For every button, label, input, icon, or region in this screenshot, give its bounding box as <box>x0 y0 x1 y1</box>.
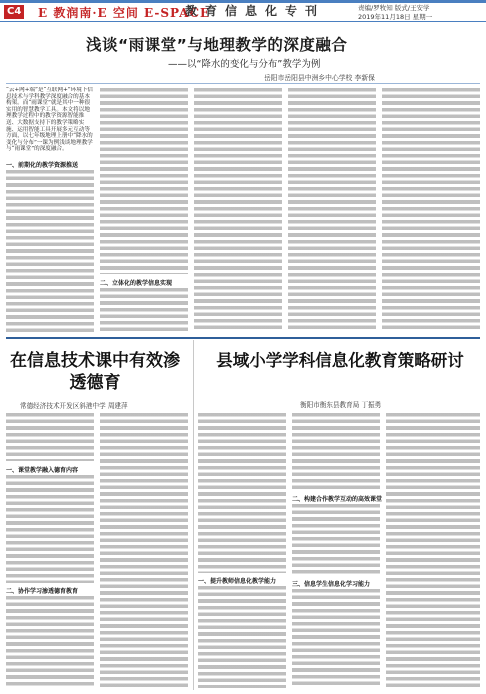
article3-col3-text <box>386 413 480 688</box>
article3-col2c-text <box>292 589 380 688</box>
article1-heading-2: 二、立体化的教学信息实现 <box>100 280 173 287</box>
article3-heading-1: 一、提升教师信息化教学能力 <box>198 578 277 585</box>
article1-rule <box>6 83 480 84</box>
column-divider <box>193 340 194 690</box>
article1-byline: 岳阳市岳阳县中洲乡中心学校 李新保 <box>264 74 375 82</box>
editor-line: 责编/罗牧知 版式/王安学 <box>358 4 430 12</box>
article2-col1b-text <box>6 475 94 583</box>
article3-col1b-text <box>198 586 286 688</box>
divider-1 <box>6 337 480 339</box>
article3-heading-3: 三、信息学生信息化学习能力 <box>292 581 371 588</box>
masthead-bottom-rule <box>0 21 486 22</box>
paper-name: 教育信息化专刊 <box>185 4 326 18</box>
article1-col2b-text <box>100 288 188 332</box>
masthead <box>0 0 486 22</box>
article1-col5-text <box>382 88 480 332</box>
article1-title: 浅谈“雨课堂”与地理教学的深度融合 <box>86 36 348 54</box>
article1-col2-text <box>100 88 188 274</box>
page-number-tag: C4 <box>4 5 24 19</box>
article2-col1-text <box>6 413 94 461</box>
article3-col1-text <box>198 413 286 573</box>
article1-subtitle: ——以“降水的变化与分布”教学为例 <box>168 59 321 70</box>
article1-lead: “云+网+端”是“互联网+”环境下信息技术与学科教学深度融合的基本构架。而“雨课堂”就是其中一种很实用的智慧教学工具。本文将以地理教学过程中的教学资源智能推送、大数据支持下的教学策略实施、运用智能工具开展多元互动等方面，以七年级地理上册中“降水的变化与分布”一课为例浅谈地理教学与“雨课堂”的深度融合。 <box>6 87 94 153</box>
article2-byline: 常德经济技术开发区斜港中学 周建萍 <box>20 402 128 410</box>
article2-title: 在信息技术课中有效渗透德育 <box>10 351 180 393</box>
section-title: E 教润南·E 空间 E-SPACE <box>38 6 211 20</box>
article1-col4-text <box>288 88 376 332</box>
article1-col3-text <box>194 88 282 332</box>
article2-col2-text <box>100 413 188 688</box>
article1-heading-1: 一、前期化的教学资源推送 <box>6 162 79 169</box>
article2-heading-2: 二、协作学习渗透德育教育 <box>6 588 79 595</box>
article2-col1c-text <box>6 596 94 688</box>
article3-col2b-text <box>292 504 380 576</box>
article3-title: 县域小学学科信息化教育策略研讨 <box>216 351 464 370</box>
article2-heading-1: 一、课堂教学融入德育内容 <box>6 467 79 474</box>
article3-heading-2: 二、构建合作教学互动的高效课堂 <box>292 496 383 503</box>
article3-col2-text <box>292 413 380 491</box>
date-line: 2019年11月18日 星期一 <box>358 13 433 21</box>
article3-byline: 衡阳市衡东县教育局 丁振勇 <box>300 401 382 409</box>
article1-col1-text <box>6 170 94 332</box>
